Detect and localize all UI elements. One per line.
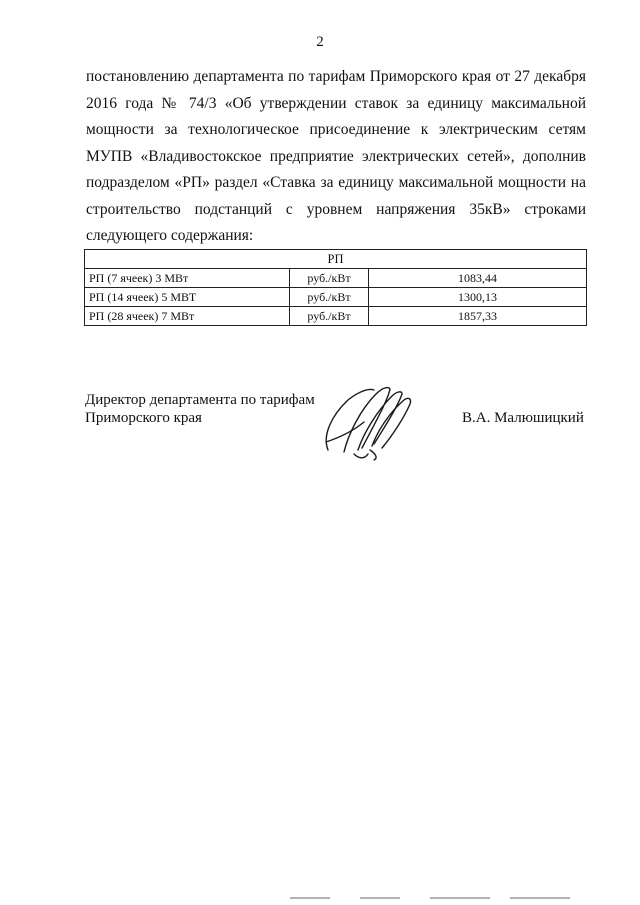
- row-value-cell: 1857,33: [369, 307, 587, 326]
- row-unit-cell: руб./кВт: [290, 288, 369, 307]
- signatory-name: В.А. Малюшицкий: [462, 410, 584, 426]
- row-name-cell: РП (14 ячеек) 5 МВТ: [85, 288, 290, 307]
- handwritten-signature: [318, 380, 418, 462]
- tariff-table: [84, 249, 587, 326]
- table-header-row: [85, 250, 587, 269]
- row-unit-cell: руб./кВт: [290, 269, 369, 288]
- table-row: [85, 307, 587, 326]
- signatory-title-line: Директор департамента по тарифам: [85, 392, 315, 408]
- table-header: РП: [85, 250, 587, 269]
- row-name-cell: РП (7 ячеек) 3 МВт: [85, 269, 290, 288]
- paragraph-line: следующего содержания:: [86, 227, 254, 244]
- table-row: [85, 269, 587, 288]
- table-row: [85, 288, 587, 307]
- row-value-cell: 1083,44: [369, 269, 587, 288]
- paragraph-line: подразделом «РП» раздел «Ставка за единицу максимальной мощности на: [86, 174, 586, 191]
- signatory-title: [85, 391, 315, 427]
- body-paragraph: [86, 64, 586, 250]
- paragraph-line: 2016 года № 74/3 «Об утверждении ставок за единицу максимальной: [86, 94, 586, 112]
- paragraph-line: постановлению департамента по тарифам Приморского края от 27 декабря: [86, 68, 586, 85]
- row-value-cell: 1300,13: [369, 288, 587, 307]
- row-unit-cell: руб./кВт: [290, 307, 369, 326]
- signatory-title-line: Приморского края: [85, 410, 202, 426]
- paragraph-line: МУПВ «Владивостокское предприятие электрических сетей», дополнив: [86, 147, 586, 165]
- page-number: 2: [316, 34, 324, 50]
- row-name-cell: РП (28 ячеек) 7 МВт: [85, 307, 290, 326]
- paragraph-line: строительство подстанций с уровнем напряжения 35кВ» строками: [86, 200, 586, 218]
- paragraph-line: мощности за технологическое присоединение к электрическим сетям: [86, 121, 586, 138]
- scan-edge-marks: [290, 895, 630, 901]
